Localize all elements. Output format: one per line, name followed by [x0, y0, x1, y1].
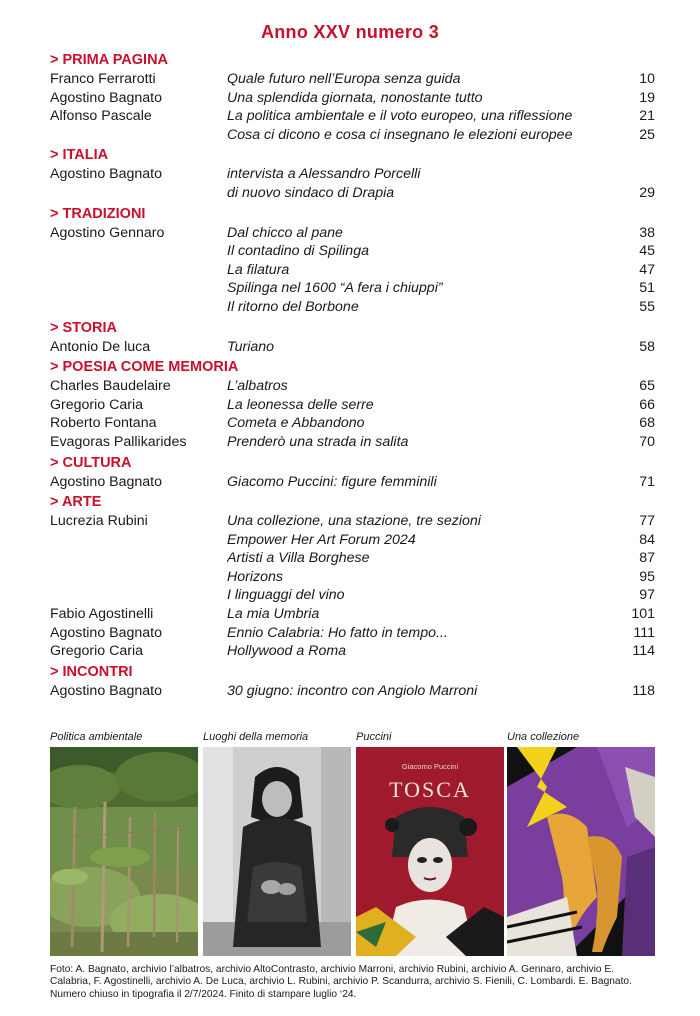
entry-page: 101	[631, 606, 655, 623]
entry-title: Quale futuro nell’Europa senza guida	[227, 71, 461, 87]
toc-entry[interactable]	[50, 338, 655, 357]
entry-page: 71	[639, 473, 655, 490]
entry-title: L’albatros	[227, 378, 288, 395]
entry-author	[50, 279, 227, 298]
entry-title: Il contadino di Spilinga	[227, 243, 369, 260]
entry-page: 55	[639, 298, 655, 315]
entry-author: Franco Ferrarotti	[50, 71, 156, 87]
photo-caption: Luoghi della memoria	[203, 731, 309, 743]
section-heading: > STORIA	[50, 319, 118, 336]
tosca-cover	[356, 747, 504, 956]
toc-entry[interactable]	[50, 279, 655, 298]
section-heading: > CULTURA	[50, 454, 132, 471]
entry-page: 118	[632, 682, 655, 699]
entry-author	[50, 531, 227, 550]
section-heading: > TRADIZIONI	[50, 205, 146, 222]
toc-entry[interactable]	[50, 682, 655, 701]
entry-author: Gregorio Caria	[50, 643, 144, 660]
entry-page: 19	[639, 89, 655, 106]
entry-author: Evagoras Pallikarides	[50, 433, 187, 450]
section-heading: > INCONTRI	[50, 663, 133, 680]
toc-entry[interactable]	[50, 433, 655, 452]
artwork-photo	[507, 747, 655, 956]
entry-author: Agostino Bagnato	[50, 624, 163, 641]
entry-author: Fabio Agostinelli	[50, 606, 154, 623]
photo-politica-ambientale	[50, 730, 198, 956]
entry-page: 65	[639, 378, 655, 395]
entry-title: I linguaggi del vino	[227, 587, 345, 604]
entry-page: 77	[639, 513, 655, 530]
entry-page: 10	[639, 71, 655, 87]
entry-page: 29	[639, 184, 655, 201]
entry-page	[615, 165, 655, 184]
toc-entry[interactable]	[50, 165, 655, 184]
toc-entry[interactable]	[50, 70, 655, 89]
entry-page: 87	[639, 550, 655, 567]
photo-caption: Una collezione	[507, 731, 580, 743]
toc-entry[interactable]	[50, 298, 655, 317]
entry-author: Antonio De luca	[50, 338, 151, 355]
toc-entry[interactable]	[50, 531, 655, 550]
toc-entry[interactable]	[50, 377, 655, 396]
toc-entry[interactable]	[50, 396, 655, 415]
entry-title: La mia Umbria	[227, 606, 320, 623]
toc-entry[interactable]	[50, 224, 655, 243]
entry-author	[50, 568, 227, 587]
entry-author: Gregorio Caria	[50, 396, 144, 413]
entry-title: Dal chicco al pane	[227, 224, 343, 241]
entry-title: Cometa e Abbandono	[227, 415, 365, 432]
entry-author	[50, 261, 227, 280]
entry-title: Il ritorno del Borbone	[227, 298, 359, 315]
garden-photo	[50, 747, 198, 956]
toc-entry[interactable]	[50, 126, 655, 145]
entry-author: Charles Baudelaire	[50, 378, 171, 395]
toc-entry[interactable]	[50, 473, 655, 492]
section-heading: > ITALIA	[50, 147, 109, 164]
cover-title: TOSCA	[389, 777, 471, 802]
entry-title: Spilinga nel 1600 “A fera i chiuppi”	[227, 280, 443, 297]
entry-author: Agostino Bagnato	[50, 682, 163, 699]
entry-title: Turiano	[227, 338, 275, 355]
photo-caption: Politica ambientale	[50, 731, 143, 743]
entry-author	[50, 126, 227, 145]
photo-credits: Foto: A. Bagnato, archivio l’albatros, archivio AltoContrasto, archivio Marroni, archivio Rubini, archivio A. Gennaro, archivio E. Calabria, F. Agostinelli, archivio A. De Luca, archivio L. Rubini, archivio P. Scandurra, archivio S. Fienili, C. Lombardi. E. Bagnato. Numero chiuso in tipografia il 2/7/2024. Finito di stampare luglio ‘24.	[50, 964, 632, 1000]
entry-author: Lucrezia Rubini	[50, 513, 148, 530]
entry-title: Prenderò una strada in salita	[227, 433, 409, 450]
toc-entry[interactable]	[50, 107, 655, 126]
entry-title: La politica ambientale e il voto europeo, una riflessione	[227, 108, 573, 125]
entry-author: Agostino Gennaro	[50, 224, 165, 241]
entry-title: intervista a Alessandro Porcelli	[227, 166, 421, 183]
entry-title: 30 giugno: incontro con Angiolo Marroni	[227, 682, 478, 699]
toc-entry[interactable]	[50, 242, 655, 261]
entry-author: Roberto Fontana	[50, 415, 157, 432]
issue-title: Anno XXV numero 3	[260, 22, 440, 42]
entry-title: Cosa ci dicono e cosa ci insegnano le elezioni europee	[227, 126, 573, 143]
photo-caption: Puccini	[356, 731, 392, 743]
entry-page: 47	[639, 261, 655, 278]
toc-entry[interactable]	[50, 549, 655, 568]
entry-title: Ennio Calabria: Ho fatto in tempo...	[227, 624, 448, 641]
photo-puccini	[356, 730, 504, 956]
entry-page: 66	[639, 396, 655, 413]
entry-page: 111	[633, 624, 655, 641]
toc-entry[interactable]	[50, 414, 655, 433]
entry-page: 70	[639, 433, 655, 450]
entry-title: Giacomo Puccini: figure femminili	[227, 473, 437, 490]
table-of-contents	[50, 52, 655, 700]
entry-author: Agostino Bagnato	[50, 473, 163, 490]
toc-entry[interactable]	[50, 642, 655, 661]
entry-title: di nuovo sindaco di Drapia	[227, 184, 395, 201]
toc-entry[interactable]	[50, 586, 655, 605]
entry-author	[50, 298, 227, 317]
entry-author	[50, 549, 227, 568]
toc-entry[interactable]	[50, 184, 655, 203]
entry-page: 25	[639, 126, 655, 143]
cover-author: Giacomo Puccini	[401, 762, 459, 771]
toc-entry[interactable]	[50, 89, 655, 108]
toc-entry[interactable]	[50, 261, 655, 280]
entry-title: La leonessa delle serre	[227, 396, 374, 413]
entry-author: Agostino Bagnato	[50, 89, 163, 106]
entry-title: Una collezione, una stazione, tre sezioni	[227, 513, 481, 530]
photo-una-collezione	[507, 730, 655, 956]
entry-author: Agostino Bagnato	[50, 166, 163, 183]
toc-entry[interactable]	[50, 512, 655, 531]
entry-page: 97	[639, 587, 655, 604]
photo-luoghi-della-memoria	[203, 730, 351, 956]
entry-title: La filatura	[227, 261, 290, 278]
section-heading: > ARTE	[50, 494, 102, 511]
entry-title: Una splendida giornata, nonostante tutto	[227, 89, 483, 106]
entry-author	[50, 586, 227, 605]
entry-page: 84	[639, 531, 655, 548]
entry-title: Artisti a Villa Borghese	[227, 550, 370, 567]
section-heading: > POESIA COME MEMORIA	[50, 359, 239, 376]
entry-page: 21	[639, 108, 655, 125]
elderly-woman-photo	[203, 747, 351, 956]
section-heading: > PRIMA PAGINA	[50, 52, 169, 68]
entry-page: 45	[639, 243, 655, 260]
entry-author	[50, 184, 227, 203]
entry-page: 95	[639, 568, 655, 585]
entry-title: Horizons	[227, 568, 283, 585]
entry-author: Alfonso Pascale	[50, 108, 152, 125]
toc-entry[interactable]	[50, 605, 655, 624]
toc-entry[interactable]	[50, 568, 655, 587]
entry-page: 68	[639, 415, 655, 432]
photo-strip	[50, 730, 655, 956]
entry-title: Empower Her Art Forum 2024	[227, 531, 416, 548]
entry-page: 51	[639, 280, 655, 297]
entry-page: 58	[639, 338, 655, 355]
toc-entry[interactable]	[50, 624, 655, 643]
entry-page: 38	[639, 224, 655, 241]
entry-author	[50, 242, 227, 261]
entry-title: Hollywood a Roma	[227, 643, 347, 660]
entry-page: 114	[632, 643, 655, 660]
